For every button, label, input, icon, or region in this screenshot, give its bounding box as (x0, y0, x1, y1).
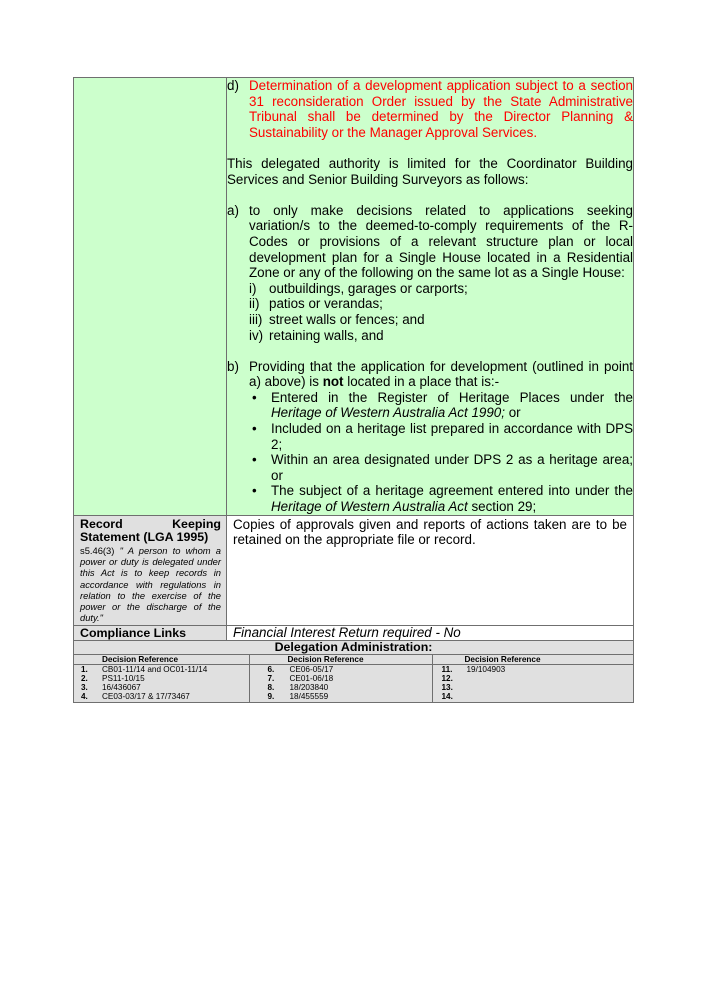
conditions-left-cell (74, 78, 227, 516)
record-keeping-note: s5.46(3) " A person to whom a power or duty is delegated under this Act is to keep records in accordance with regulations in relation to the exercise of the power or the discharge of the duty." (80, 544, 221, 624)
sub-item-label: iv) (249, 327, 264, 343)
item-a (227, 203, 633, 281)
sub-item-text: retaining walls, and (269, 327, 384, 343)
decision-reference-table (74, 655, 633, 702)
decision-row: 11. 19/104903 (441, 664, 506, 674)
compliance-row (74, 625, 634, 640)
decision-reference-header: Decision Reference (74, 655, 249, 665)
record-keeping-body-cell (227, 515, 634, 625)
delegation-admin-title-row (74, 640, 634, 654)
bullet-icon: • (252, 452, 257, 468)
sub-item-label: ii) (249, 296, 260, 312)
decision-row: 1. CB01-11/14 and OC01-11/14 (81, 664, 208, 674)
item-a-label: a) (227, 202, 239, 218)
decision-row: 3. 16/436067 (81, 683, 141, 693)
item-b-label: b) (227, 358, 239, 374)
item-d-text: Determination of a development application subject to a section 31 reconsideration Order issued by the State Administrative Tribunal shall be determined by the Director Planning & Sustainability or the Manager Approval Services. (249, 78, 633, 140)
decision-row: 14. (441, 692, 453, 702)
record-keeping-label-cell (74, 515, 227, 625)
sub-item-label: iii) (249, 311, 263, 327)
compliance-value: Financial Interest Return required - No (233, 624, 461, 640)
sub-item-text: outbuildings, garages or carports; (269, 280, 468, 296)
item-b (227, 359, 633, 390)
decision-column-2 (249, 655, 432, 702)
conditions-cell (227, 78, 634, 516)
decision-row: 6. CE06-05/17 (267, 664, 334, 674)
decision-reference-header: Decision Reference (433, 655, 634, 665)
compliance-label-cell (74, 625, 227, 640)
delegation-admin-title: Delegation Administration: (274, 639, 433, 654)
sub-item (249, 328, 633, 344)
delegation-document (73, 77, 633, 703)
item-a-text: to only make decisions related to applications seeking variation/s to the deemed-to-comply requirements of the R-Codes or provisions of a relevant structure plan or local development plan for a Single House located in a Residential Zone or any of the following on the same lot as a Single House: (249, 202, 633, 281)
item-d-label: d) (227, 78, 239, 93)
bullet-icon: • (252, 421, 257, 437)
delegation-table (73, 77, 634, 703)
sub-item (249, 281, 633, 297)
emphasis-not: not (322, 374, 344, 390)
record-keeping-body: Copies of approvals given and reports of actions taken are to be retained on the appropriate file or record. (233, 516, 627, 548)
conditions-row (74, 78, 634, 516)
bullet-icon: • (252, 483, 257, 499)
decision-row: 7. CE01-06/18 (267, 673, 334, 683)
decision-row: 13. (441, 683, 453, 693)
limit-intro: This delegated authority is limited for the Coordinator Building Services and Senior Building Surveyors as follows: (227, 155, 633, 187)
sub-item-text: street walls or fences; and (269, 311, 425, 327)
decision-row: 9. 18/455559 (267, 692, 329, 702)
decision-column-1 (74, 655, 249, 702)
record-keeping-row (74, 515, 634, 625)
decision-row: 12. (441, 673, 453, 683)
sub-item-text: patios or verandas; (269, 296, 383, 312)
sub-item-label: i) (249, 280, 257, 296)
decision-row: 8. 18/203840 (267, 683, 329, 693)
bullet-item: • Within an area designated under DPS 2 as a heritage area; or (249, 452, 633, 483)
bullet-item: • The subject of a heritage agreement entered into under the Heritage of Western Australia Act section 29; (249, 483, 633, 514)
decision-row: 2. PS11-10/15 (81, 673, 145, 683)
record-keeping-title: Record Keeping (80, 516, 221, 531)
bullet-icon: • (252, 389, 257, 405)
bullet-item: • Included on a heritage list prepared in accordance with DPS 2; (249, 421, 633, 452)
item-d (227, 78, 633, 140)
item-b-text: Providing that the application for development (outlined in point a) above) is not located in a place that is:- (249, 358, 633, 390)
decision-reference-header: Decision Reference (250, 655, 432, 665)
sub-item (249, 296, 633, 312)
delegation-admin-title-cell (74, 640, 634, 654)
decision-reference-cell (74, 654, 634, 702)
sub-item (249, 312, 633, 328)
compliance-value-cell (227, 625, 634, 640)
decision-column-3 (432, 655, 633, 702)
decision-reference-row (74, 654, 634, 702)
compliance-label: Compliance Links (80, 625, 187, 640)
bullet-item: • Entered in the Register of Heritage Places under the Heritage of Western Australia Act 1990; or (249, 390, 633, 421)
record-keeping-subtitle: Statement (LGA 1995) (80, 530, 209, 545)
decision-row: 4. CE03-03/17 & 17/73467 (81, 692, 190, 702)
